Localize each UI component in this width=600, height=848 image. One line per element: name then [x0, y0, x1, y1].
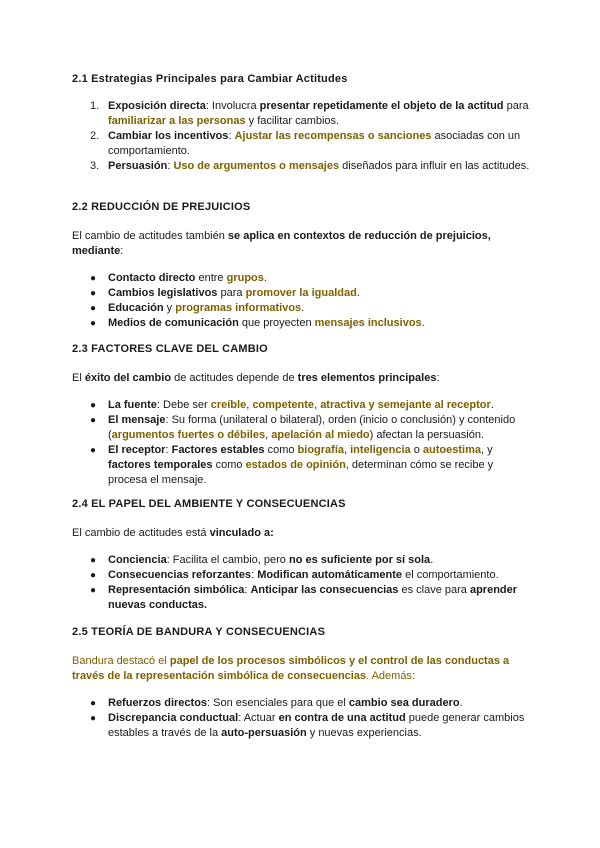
section-2-1 — [72, 72, 532, 174]
section-2-5 — [72, 625, 532, 741]
list-item: ● La fuente: Debe ser creíble, competente, atractiva y semejante al receptor. — [90, 399, 494, 411]
bullet-list — [72, 553, 532, 613]
bullet-list — [72, 696, 532, 741]
paragraph: El éxito del cambio de actitudes depende de tres elementos principales: — [72, 372, 440, 384]
bullet-list — [72, 398, 532, 488]
list-item: ● Medios de comunicación que proyecten mensajes inclusivos. — [90, 317, 425, 329]
paragraph: Bandura destacó el papel de los procesos simbólicos y el control de las conductas a través de la representación simbólica de consecuencias. Además: — [72, 655, 510, 682]
section-2-2 — [72, 200, 532, 331]
section-title: 2.3 FACTORES CLAVE DEL CAMBIO — [72, 343, 268, 355]
bullet-list — [72, 271, 532, 331]
list-item: ● Conciencia: Facilita el cambio, pero no es suficiente por sí sola. — [90, 554, 434, 566]
list-item: 1. Exposición directa: Involucra presentar repetidamente el objeto de la actitud para familiarizar a las personas y facilitar cambios. — [90, 100, 529, 127]
list-item: 3. Persuasión: Uso de argumentos o mensajes diseñados para influir en las actitudes. — [90, 160, 530, 172]
list-item: ● Refuerzos directos: Son esenciales para que el cambio sea duradero. — [90, 697, 463, 709]
list-item: ● Contacto directo entre grupos. — [90, 272, 267, 284]
list-item: ● Consecuencias reforzantes: Modifican automáticamente el comportamiento. — [90, 569, 499, 581]
list-item: ● Representación simbólica: Anticipar las consecuencias es clave para aprender nuevas conductas. — [90, 584, 518, 611]
section-title: 2.4 EL PAPEL DEL AMBIENTE Y CONSECUENCIAS — [72, 498, 346, 510]
section-title: 2.1 Estrategias Principales para Cambiar Actitudes — [72, 73, 348, 85]
list-item: ● Educación y programas informativos. — [90, 302, 305, 314]
numbered-list — [72, 99, 532, 174]
section-title: 2.5 TEORÍA DE BANDURA Y CONSECUENCIAS — [72, 626, 326, 638]
paragraph: El cambio de actitudes está vinculado a: — [72, 527, 274, 539]
list-item: ● Discrepancia conductual: Actuar en contra de una actitud puede generar cambios estables a través de la auto-persuasión y nuevas experiencias. — [90, 712, 525, 739]
section-2-4 — [72, 497, 532, 613]
section-title: 2.2 REDUCCIÓN DE PREJUICIOS — [72, 201, 251, 213]
list-item: 2. Cambiar los incentivos: Ajustar las recompensas o sanciones asociadas con un comportamiento. — [90, 130, 521, 157]
list-item: ● Cambios legislativos para promover la igualdad. — [90, 287, 360, 299]
list-item: ● El mensaje: Su forma (unilateral o bilateral), orden (inicio o conclusión) y contenido (argumentos fuertes o débiles, apelación al miedo) afectan la persuasión. — [90, 414, 516, 441]
list-item: ● El receptor: Factores estables como biografía, inteligencia o autoestima, y factores temporales como estados de opinión, determinan cómo se recibe y procesa el mensaje. — [90, 444, 494, 486]
paragraph: El cambio de actitudes también se aplica en contextos de reducción de prejuicios, mediante: — [72, 230, 491, 257]
section-2-3 — [72, 342, 532, 488]
